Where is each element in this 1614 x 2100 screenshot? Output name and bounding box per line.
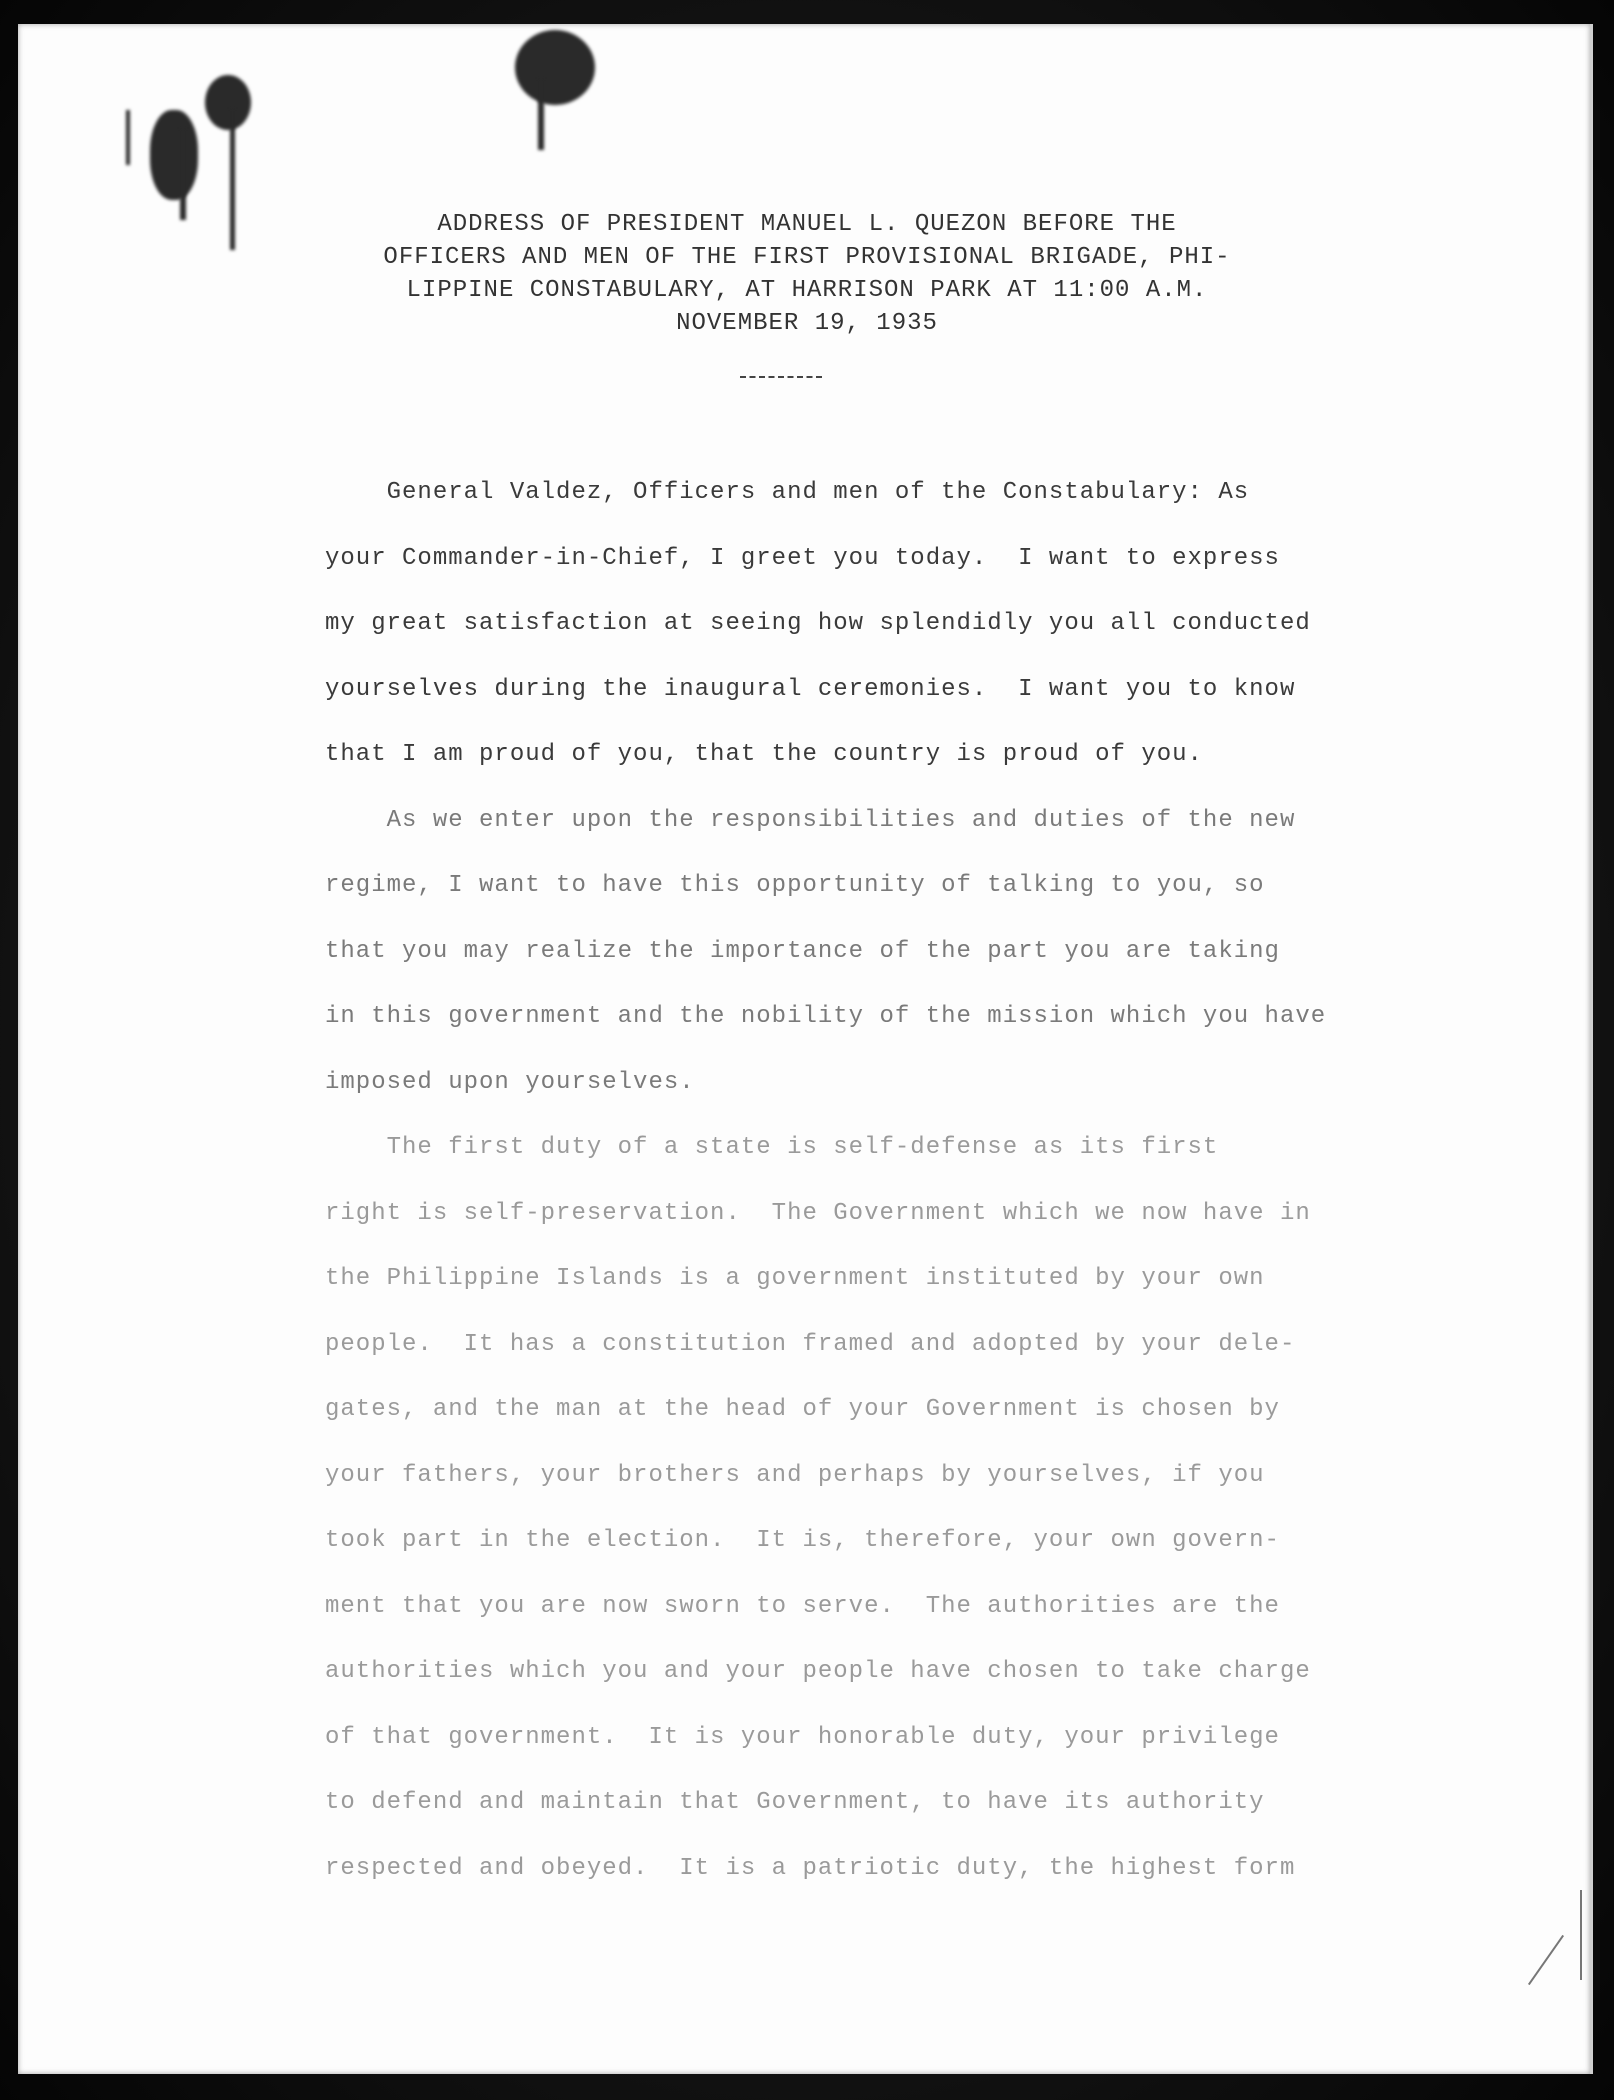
text-line: in this government and the nobility of the mission which you have [325, 1003, 1327, 1030]
text-line: imposed upon yourselves. [325, 1068, 695, 1096]
text-line: people. It has a constitution framed and adopted by your dele- [325, 1330, 1296, 1358]
text-line: the Philippine Islands is a government instituted by your own [325, 1265, 1265, 1292]
scan-mark [1580, 1890, 1582, 1980]
separator-rule [740, 376, 822, 378]
text-line: my great satisfaction at seeing how splendidly you all conducted [325, 610, 1311, 637]
text-line: yourselves during the inaugural ceremonies. I want you to know [325, 675, 1296, 703]
title-date: NOVEMBER 19, 1935 [676, 310, 938, 337]
ink-drip [126, 110, 130, 165]
paragraph-2 [325, 788, 1375, 1116]
text-line: authorities which you and your people have chosen to take charge [325, 1658, 1311, 1685]
text-line: that you may realize the importance of the part you are taking [325, 937, 1280, 965]
text-line: your Commander-in-Chief, I greet you today. I want to express [325, 544, 1280, 572]
title-line: OFFICERS AND MEN OF THE FIRST PROVISIONAL BRIGADE, PHI- [383, 244, 1231, 271]
ink-drip [180, 130, 186, 220]
text-line: respected and obeyed. It is a patriotic duty, the highest form [325, 1854, 1296, 1882]
text-line: The first duty of a state is self-defense as its first [325, 1134, 1219, 1161]
text-line: ment that you are now sworn to serve. The authorities are the [325, 1592, 1280, 1620]
text-line: General Valdez, Officers and men of the Constabulary: As [325, 479, 1250, 506]
text-line: to defend and maintain that Government, to have its authority [325, 1789, 1265, 1816]
text-line: gates, and the man at the head of your Government is chosen by [325, 1396, 1280, 1423]
text-line: As we enter upon the responsibilities and duties of the new [325, 806, 1296, 834]
paragraph-1 [325, 460, 1375, 788]
address-body [325, 460, 1375, 1901]
ink-blot [515, 30, 595, 105]
text-line: took part in the election. It is, therefore, your own govern- [325, 1527, 1280, 1554]
text-line: of that government. It is your honorable duty, your privilege [325, 1723, 1280, 1751]
ink-drip [538, 80, 544, 150]
text-line: right is self-preservation. The Government which we now have in [325, 1199, 1311, 1227]
text-line: your fathers, your brothers and perhaps by yourselves, if you [325, 1461, 1265, 1489]
document-title [0, 208, 1614, 340]
paragraph-3 [325, 1115, 1375, 1901]
title-line: LIPPINE CONSTABULARY, AT HARRISON PARK AT 11:00 A.M. [406, 277, 1208, 304]
text-line: regime, I want to have this opportunity of talking to you, so [325, 872, 1265, 899]
ink-blot [205, 75, 251, 130]
text-line: that I am proud of you, that the country is proud of you. [325, 741, 1203, 768]
title-line: ADDRESS OF PRESIDENT MANUEL L. QUEZON BEFORE THE [437, 211, 1177, 238]
ink-blot [150, 110, 198, 200]
